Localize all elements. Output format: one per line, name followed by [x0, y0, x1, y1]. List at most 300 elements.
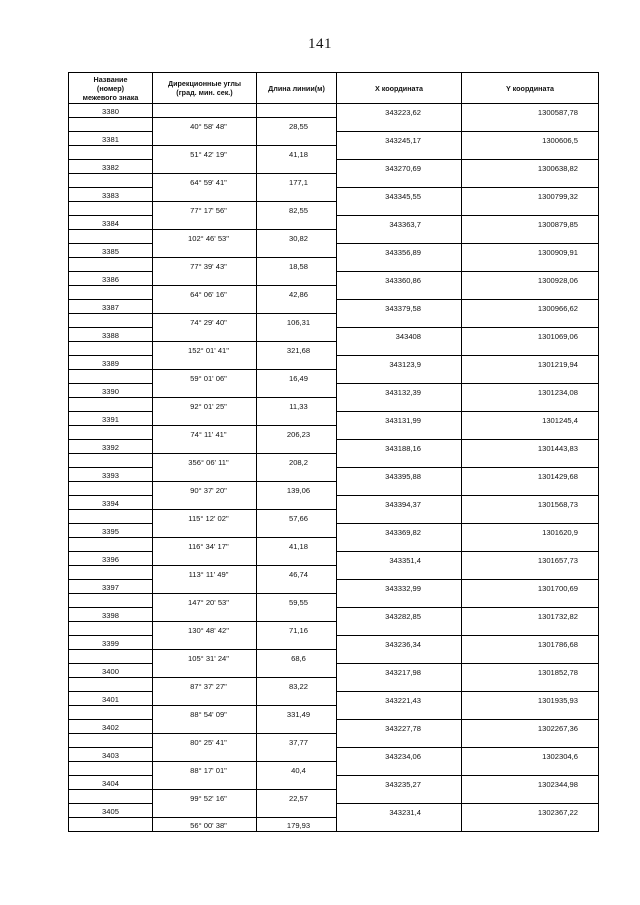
- length-cell-empty: [257, 188, 337, 202]
- y-cell-empty: [462, 818, 599, 832]
- mark-name: 3384: [69, 216, 153, 230]
- y-cell-empty: [462, 342, 599, 356]
- mark-name: 3385: [69, 244, 153, 258]
- x-coordinate: 343379,58: [337, 300, 462, 314]
- length-cell-empty: [257, 468, 337, 482]
- angle-cell-empty: [153, 300, 257, 314]
- angle-cell-empty: [153, 104, 257, 118]
- table-row-mark: [69, 608, 599, 622]
- y-coordinate: 1300879,85: [462, 216, 599, 230]
- length-cell-empty: [257, 804, 337, 818]
- table-row-mark: [69, 664, 599, 678]
- line-length: 41,18: [257, 146, 337, 160]
- length-cell-empty: [257, 356, 337, 370]
- y-coordinate: 1301245,4: [462, 412, 599, 426]
- segment-name-empty: [69, 734, 153, 748]
- mark-name: 3397: [69, 580, 153, 594]
- line-length: 57,66: [257, 510, 337, 524]
- segment-name-empty: [69, 622, 153, 636]
- table-row-segment: [69, 342, 599, 356]
- mark-name: 3395: [69, 524, 153, 538]
- directional-angle: 40° 58' 48": [153, 118, 257, 132]
- y-cell-empty: [462, 566, 599, 580]
- directional-angle: 64° 06' 16": [153, 286, 257, 300]
- directional-angle: 113° 11' 49": [153, 566, 257, 580]
- x-coordinate: 343234,06: [337, 748, 462, 762]
- y-coordinate: 1302344,98: [462, 776, 599, 790]
- directional-angle: 56° 00' 38": [153, 818, 257, 832]
- x-coordinate: 343227,78: [337, 720, 462, 734]
- segment-name-empty: [69, 286, 153, 300]
- mark-name: 3393: [69, 468, 153, 482]
- line-length: 28,55: [257, 118, 337, 132]
- angle-cell-empty: [153, 244, 257, 258]
- directional-angle: 77° 39' 43": [153, 258, 257, 272]
- x-coordinate: 343188,16: [337, 440, 462, 454]
- table-row-segment: [69, 286, 599, 300]
- mark-name: 3392: [69, 440, 153, 454]
- table-row-mark: [69, 300, 599, 314]
- line-length: 46,74: [257, 566, 337, 580]
- table-row-segment: [69, 454, 599, 468]
- directional-angle: 105° 31' 24": [153, 650, 257, 664]
- mark-name: 3391: [69, 412, 153, 426]
- x-cell-empty: [337, 706, 462, 720]
- angle-cell-empty: [153, 356, 257, 370]
- mark-name: 3396: [69, 552, 153, 566]
- table-row-segment: [69, 734, 599, 748]
- mark-name: 3394: [69, 496, 153, 510]
- table-row-segment: [69, 118, 599, 132]
- table-row-mark: [69, 776, 599, 790]
- length-cell-empty: [257, 636, 337, 650]
- x-cell-empty: [337, 678, 462, 692]
- table-row-mark: [69, 524, 599, 538]
- table-row-mark: [69, 468, 599, 482]
- segment-name-empty: [69, 426, 153, 440]
- line-length: 179,93: [257, 818, 337, 832]
- length-cell-empty: [257, 300, 337, 314]
- mark-name: 3399: [69, 636, 153, 650]
- length-cell-empty: [257, 524, 337, 538]
- length-cell-empty: [257, 160, 337, 174]
- x-coordinate: 343132,39: [337, 384, 462, 398]
- segment-name-empty: [69, 762, 153, 776]
- y-cell-empty: [462, 510, 599, 524]
- y-cell-empty: [462, 426, 599, 440]
- x-cell-empty: [337, 510, 462, 524]
- mark-name: 3387: [69, 300, 153, 314]
- y-cell-empty: [462, 202, 599, 216]
- y-coordinate: 1301568,73: [462, 496, 599, 510]
- y-cell-empty: [462, 118, 599, 132]
- line-length: 331,49: [257, 706, 337, 720]
- y-coordinate: 1301429,68: [462, 468, 599, 482]
- header-x: X координата: [337, 73, 462, 104]
- y-coordinate: 1301219,94: [462, 356, 599, 370]
- x-coordinate: 343395,88: [337, 468, 462, 482]
- line-length: 206,23: [257, 426, 337, 440]
- line-length: 40,4: [257, 762, 337, 776]
- length-cell-empty: [257, 272, 337, 286]
- x-cell-empty: [337, 566, 462, 580]
- segment-name-empty: [69, 230, 153, 244]
- x-coordinate: 343408: [337, 328, 462, 342]
- table-row-mark: [69, 328, 599, 342]
- table-row-segment: [69, 510, 599, 524]
- table-row-segment: [69, 818, 599, 832]
- angle-cell-empty: [153, 468, 257, 482]
- x-coordinate: 343221,43: [337, 692, 462, 706]
- directional-angle: 74° 29' 40": [153, 314, 257, 328]
- table-row-segment: [69, 566, 599, 580]
- mark-name: 3386: [69, 272, 153, 286]
- line-length: 71,16: [257, 622, 337, 636]
- segment-name-empty: [69, 706, 153, 720]
- angle-cell-empty: [153, 412, 257, 426]
- y-coordinate: 1301700,69: [462, 580, 599, 594]
- table-row-segment: [69, 230, 599, 244]
- mark-name: 3390: [69, 384, 153, 398]
- line-length: 37,77: [257, 734, 337, 748]
- length-cell-empty: [257, 412, 337, 426]
- line-length: 18,58: [257, 258, 337, 272]
- y-coordinate: 1300928,06: [462, 272, 599, 286]
- length-cell-empty: [257, 104, 337, 118]
- table-row-segment: [69, 482, 599, 496]
- x-cell-empty: [337, 398, 462, 412]
- y-coordinate: 1301234,08: [462, 384, 599, 398]
- x-coordinate: 343394,37: [337, 496, 462, 510]
- line-length: 59,55: [257, 594, 337, 608]
- directional-angle: 99° 52' 16": [153, 790, 257, 804]
- x-cell-empty: [337, 818, 462, 832]
- mark-name: 3400: [69, 664, 153, 678]
- y-coordinate: 1301620,9: [462, 524, 599, 538]
- y-coordinate: 1301786,68: [462, 636, 599, 650]
- length-cell-empty: [257, 580, 337, 594]
- coordinates-table-container: [68, 72, 598, 832]
- directional-angle: 116° 34' 17": [153, 538, 257, 552]
- directional-angle: 77° 17' 56": [153, 202, 257, 216]
- directional-angle: 88° 17' 01": [153, 762, 257, 776]
- y-cell-empty: [462, 790, 599, 804]
- header-y: Y координата: [462, 73, 599, 104]
- directional-angle: 92° 01' 25": [153, 398, 257, 412]
- table-row-mark: [69, 636, 599, 650]
- segment-name-empty: [69, 790, 153, 804]
- directional-angle: 51° 42' 19": [153, 146, 257, 160]
- segment-name-empty: [69, 482, 153, 496]
- segment-name-empty: [69, 202, 153, 216]
- x-cell-empty: [337, 286, 462, 300]
- angle-cell-empty: [153, 692, 257, 706]
- angle-cell-empty: [153, 188, 257, 202]
- directional-angle: 102° 46' 53": [153, 230, 257, 244]
- mark-name: 3382: [69, 160, 153, 174]
- angle-cell-empty: [153, 748, 257, 762]
- angle-cell-empty: [153, 132, 257, 146]
- table-row-segment: [69, 398, 599, 412]
- table-row-mark: [69, 244, 599, 258]
- mark-name: 3388: [69, 328, 153, 342]
- table-row-mark: [69, 272, 599, 286]
- y-cell-empty: [462, 594, 599, 608]
- x-coordinate: 343282,85: [337, 608, 462, 622]
- y-cell-empty: [462, 258, 599, 272]
- angle-cell-empty: [153, 664, 257, 678]
- table-row-mark: [69, 132, 599, 146]
- x-cell-empty: [337, 202, 462, 216]
- line-length: 30,82: [257, 230, 337, 244]
- table-row-segment: [69, 370, 599, 384]
- length-cell-empty: [257, 552, 337, 566]
- y-coordinate: 1300587,78: [462, 104, 599, 118]
- mark-name: 3404: [69, 776, 153, 790]
- x-cell-empty: [337, 146, 462, 160]
- y-coordinate: 1301069,06: [462, 328, 599, 342]
- table-row-segment: [69, 622, 599, 636]
- length-cell-empty: [257, 244, 337, 258]
- y-coordinate: 1301443,83: [462, 440, 599, 454]
- length-cell-empty: [257, 440, 337, 454]
- header-name: Название (номер) межевого знака: [69, 73, 153, 104]
- line-length: 11,33: [257, 398, 337, 412]
- table-row-mark: [69, 748, 599, 762]
- length-cell-empty: [257, 216, 337, 230]
- table-row-mark: [69, 552, 599, 566]
- table-row-segment: [69, 538, 599, 552]
- y-coordinate: 1300966,62: [462, 300, 599, 314]
- x-coordinate: 343360,86: [337, 272, 462, 286]
- angle-cell-empty: [153, 328, 257, 342]
- x-coordinate: 343131,99: [337, 412, 462, 426]
- directional-angle: 147° 20' 53": [153, 594, 257, 608]
- segment-name-empty: [69, 650, 153, 664]
- y-cell-empty: [462, 650, 599, 664]
- x-coordinate: 343235,27: [337, 776, 462, 790]
- line-length: 16,49: [257, 370, 337, 384]
- x-cell-empty: [337, 174, 462, 188]
- segment-name-empty: [69, 454, 153, 468]
- x-cell-empty: [337, 622, 462, 636]
- line-length: 42,86: [257, 286, 337, 300]
- y-cell-empty: [462, 454, 599, 468]
- angle-cell-empty: [153, 160, 257, 174]
- length-cell-empty: [257, 328, 337, 342]
- header-angle: Дирекционные углы (град. мин. сек.): [153, 73, 257, 104]
- length-cell-empty: [257, 748, 337, 762]
- x-coordinate: 343123,9: [337, 356, 462, 370]
- table-row-segment: [69, 258, 599, 272]
- segment-name-empty: [69, 818, 153, 832]
- table-row-segment: [69, 174, 599, 188]
- x-coordinate: 343356,89: [337, 244, 462, 258]
- line-length: 68,6: [257, 650, 337, 664]
- segment-name-empty: [69, 510, 153, 524]
- y-coordinate: 1300606,5: [462, 132, 599, 146]
- length-cell-empty: [257, 720, 337, 734]
- x-coordinate: 343217,98: [337, 664, 462, 678]
- table-row-mark: [69, 692, 599, 706]
- table-row-mark: [69, 720, 599, 734]
- directional-angle: 115° 12' 02": [153, 510, 257, 524]
- line-length: 177,1: [257, 174, 337, 188]
- x-cell-empty: [337, 454, 462, 468]
- segment-name-empty: [69, 146, 153, 160]
- y-cell-empty: [462, 762, 599, 776]
- segment-name-empty: [69, 566, 153, 580]
- x-cell-empty: [337, 230, 462, 244]
- line-length: 321,68: [257, 342, 337, 356]
- y-cell-empty: [462, 146, 599, 160]
- angle-cell-empty: [153, 496, 257, 510]
- table-row-mark: [69, 412, 599, 426]
- y-coordinate: 1300799,32: [462, 188, 599, 202]
- y-cell-empty: [462, 622, 599, 636]
- x-coordinate: 343351,4: [337, 552, 462, 566]
- y-coordinate: 1301657,73: [462, 552, 599, 566]
- table-row-segment: [69, 678, 599, 692]
- angle-cell-empty: [153, 776, 257, 790]
- length-cell-empty: [257, 776, 337, 790]
- length-cell-empty: [257, 664, 337, 678]
- length-cell-empty: [257, 496, 337, 510]
- y-cell-empty: [462, 230, 599, 244]
- y-coordinate: 1300638,82: [462, 160, 599, 174]
- x-cell-empty: [337, 650, 462, 664]
- y-cell-empty: [462, 286, 599, 300]
- y-coordinate: 1302367,22: [462, 804, 599, 818]
- x-coordinate: 343332,99: [337, 580, 462, 594]
- table-header-row: [69, 73, 599, 104]
- mark-name: 3398: [69, 608, 153, 622]
- y-coordinate: 1302267,36: [462, 720, 599, 734]
- y-coordinate: 1301852,78: [462, 664, 599, 678]
- mark-name: 3401: [69, 692, 153, 706]
- x-cell-empty: [337, 734, 462, 748]
- segment-name-empty: [69, 678, 153, 692]
- length-cell-empty: [257, 692, 337, 706]
- directional-angle: 356° 06' 11": [153, 454, 257, 468]
- table-row-mark: [69, 160, 599, 174]
- x-coordinate: 343245,17: [337, 132, 462, 146]
- angle-cell-empty: [153, 272, 257, 286]
- x-cell-empty: [337, 594, 462, 608]
- y-coordinate: 1302304,6: [462, 748, 599, 762]
- mark-name: 3403: [69, 748, 153, 762]
- y-cell-empty: [462, 734, 599, 748]
- y-cell-empty: [462, 398, 599, 412]
- y-cell-empty: [462, 678, 599, 692]
- y-cell-empty: [462, 314, 599, 328]
- segment-name-empty: [69, 174, 153, 188]
- mark-name: 3389: [69, 356, 153, 370]
- y-cell-empty: [462, 706, 599, 720]
- directional-angle: 59° 01' 06": [153, 370, 257, 384]
- coordinates-table: [68, 72, 599, 832]
- y-coordinate: 1300909,91: [462, 244, 599, 258]
- x-cell-empty: [337, 482, 462, 496]
- directional-angle: 88° 54' 09": [153, 706, 257, 720]
- directional-angle: 90° 37' 20": [153, 482, 257, 496]
- table-row-segment: [69, 790, 599, 804]
- segment-name-empty: [69, 118, 153, 132]
- table-row-mark: [69, 356, 599, 370]
- table-row-segment: [69, 706, 599, 720]
- x-coordinate: 343363,7: [337, 216, 462, 230]
- table-row-mark: [69, 804, 599, 818]
- x-coordinate: 343345,55: [337, 188, 462, 202]
- angle-cell-empty: [153, 552, 257, 566]
- y-cell-empty: [462, 370, 599, 384]
- x-cell-empty: [337, 314, 462, 328]
- mark-name: 3402: [69, 720, 153, 734]
- line-length: 106,31: [257, 314, 337, 328]
- angle-cell-empty: [153, 804, 257, 818]
- length-cell-empty: [257, 608, 337, 622]
- y-coordinate: 1301732,82: [462, 608, 599, 622]
- x-cell-empty: [337, 538, 462, 552]
- angle-cell-empty: [153, 636, 257, 650]
- table-row-mark: [69, 580, 599, 594]
- directional-angle: 152° 01' 41": [153, 342, 257, 356]
- angle-cell-empty: [153, 384, 257, 398]
- line-length: 208,2: [257, 454, 337, 468]
- x-cell-empty: [337, 790, 462, 804]
- line-length: 83,22: [257, 678, 337, 692]
- page-number: 141: [308, 36, 332, 52]
- x-coordinate: 343223,62: [337, 104, 462, 118]
- directional-angle: 130° 48' 42": [153, 622, 257, 636]
- line-length: 22,57: [257, 790, 337, 804]
- y-coordinate: 1301935,93: [462, 692, 599, 706]
- x-cell-empty: [337, 342, 462, 356]
- directional-angle: 87° 37' 27": [153, 678, 257, 692]
- x-coordinate: 343231,4: [337, 804, 462, 818]
- table-row-segment: [69, 594, 599, 608]
- table-row-mark: [69, 384, 599, 398]
- x-coordinate: 343369,82: [337, 524, 462, 538]
- line-length: 82,55: [257, 202, 337, 216]
- table-row-mark: [69, 216, 599, 230]
- table-row-segment: [69, 650, 599, 664]
- segment-name-empty: [69, 258, 153, 272]
- table-body: [69, 104, 599, 832]
- x-coordinate: 343236,34: [337, 636, 462, 650]
- mark-name: 3381: [69, 132, 153, 146]
- table-row-segment: [69, 762, 599, 776]
- table-row-segment: [69, 426, 599, 440]
- segment-name-empty: [69, 342, 153, 356]
- directional-angle: 80° 25' 41": [153, 734, 257, 748]
- x-coordinate: 343270,69: [337, 160, 462, 174]
- table-row-mark: [69, 440, 599, 454]
- line-length: 139,06: [257, 482, 337, 496]
- y-cell-empty: [462, 538, 599, 552]
- angle-cell-empty: [153, 580, 257, 594]
- segment-name-empty: [69, 370, 153, 384]
- table-row-segment: [69, 146, 599, 160]
- length-cell-empty: [257, 132, 337, 146]
- y-cell-empty: [462, 482, 599, 496]
- angle-cell-empty: [153, 216, 257, 230]
- x-cell-empty: [337, 370, 462, 384]
- angle-cell-empty: [153, 524, 257, 538]
- angle-cell-empty: [153, 608, 257, 622]
- length-cell-empty: [257, 384, 337, 398]
- header-length: Длина линии(м): [257, 73, 337, 104]
